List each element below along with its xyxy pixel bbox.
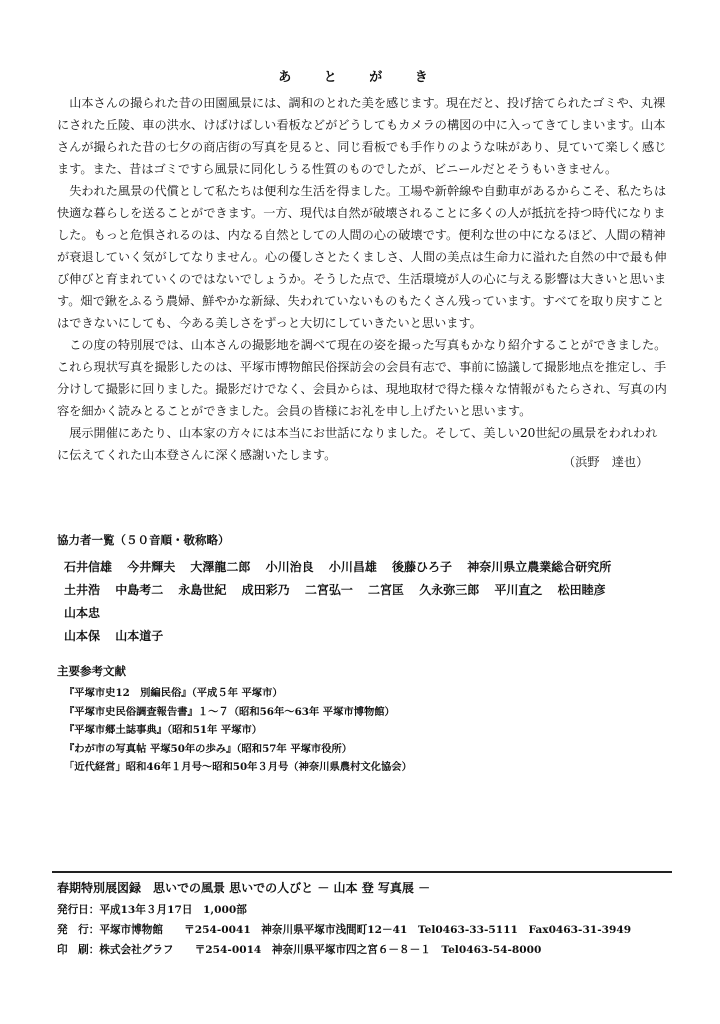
colophon-title: 春期特別展図録 思いでの風景 思いでの人びと － 山本 登 写真展 －: [57, 881, 431, 895]
contributor-name: 成田彩乃: [241, 583, 290, 597]
reference-item: 『わが市の写真帖 平塚50年の歩み』（昭和57年 平塚市役所）: [64, 742, 353, 755]
afterword-paragraph: 展示開催にあたり、山本家の方々には本当にお世話になりました。そして、美しい20世紀の風景をわれわれに伝えてくれた山本登さんに深く感謝いたします。: [57, 426, 658, 462]
contributor-name: 大澤龍二郎: [190, 560, 251, 574]
reference-item: 『平塚市史民俗調査報告書』１～７（昭和56年～63年 平塚市博物館）: [64, 705, 395, 718]
afterword-heading: あ と が き: [278, 70, 442, 85]
reference-item: 『平塚市史12 別編民俗』（平成５年 平塚市）: [64, 687, 283, 699]
contributor-name: 石井信雄: [64, 560, 113, 574]
contributor-name: 山本保: [64, 629, 101, 643]
colophon-divider: [52, 871, 672, 873]
contributor-name: 永島世紀: [178, 583, 227, 597]
colophon-publisher: 発 行：平塚市博物館 〒254-0041 神奈川県平塚市浅間町12－41 Tel0463-33-5111 Fax0463-31-3949: [57, 924, 632, 936]
colophon-printer: 印 刷：株式会社グラフ 〒254-0014 神奈川県平塚市四之宮６－８－１ Tel0463-54-8000: [57, 944, 542, 956]
contributor-name: 久永弥三郎: [419, 583, 480, 597]
colophon-details: [57, 900, 677, 960]
contributor-name: 土井浩: [64, 583, 101, 597]
references-list: [64, 684, 664, 777]
reference-item: 『平塚市郷土誌事典』（昭和51年 平塚市）: [64, 724, 263, 737]
references-title: 主要参考文献: [57, 664, 126, 678]
colophon-issue-date: 発行日：平成13年３月17日 1,000部: [57, 904, 247, 916]
contributor-name: 山本忠: [64, 606, 101, 620]
contributor-name: 後藤ひろ子: [392, 560, 453, 574]
reference-item: 「近代経営」昭和46年１月号～昭和50年３月号（神奈川県農村文化協会）: [64, 761, 412, 774]
afterword-signature: （浜野 達也）: [563, 455, 649, 469]
contributor-name: 小川治良: [265, 560, 314, 574]
afterword-paragraph: 失われた風景の代償として私たちは便利な生活を得ました。工場や新幹線や自動車があるからこそ、私たちは快適な暮らしを送ることができます。一方、現代は自然が破壊されることに多くの人が抵抗を持つ時代になりました。もっと危惧されるのは、内なる自然としての人間の心の破壊です。便利な世の中になるほど、人間の精神が衰退していく気がしてなりません。心の優しさとたくましさ、人間の美点は生命力に溢れた自然の中で最も伸び伸びと育まれていくのではないでしょうか。そうした点で、生活環境が人の心に与える影響は大きいと思います。畑で鍬をふるう農婦、鮮やかな新緑、失われていないものもたくさん残っています。すべてを取り戻すことはできないにしても、今ある美しさをずっと大切にしていきたいと思います。: [57, 184, 667, 330]
contributors-list: [64, 556, 664, 648]
contributor-name: 平川直之: [494, 583, 543, 597]
afterword-paragraph: 山本さんの撮られた昔の田園風景には、調和のとれた美を感じます。現在だと、投げ捨てられたゴミや、丸裸にされた丘陵、車の洪水、けばけばしい看板などがどうしてもカメラの構図の中に入ってきてしまいます。山本さんが撮られた昔の七夕の商店街の写真を見ると、同じ看板でも手作りのような味があり、見ていて楽しく感じます。また、昔はゴミですら風景に同化しうる性質のものでしたが、ビニールだとそうもいきません。: [57, 96, 667, 176]
afterword-paragraph: この度の特別展では、山本さんの撮影地を調べて現在の姿を撮った写真もかなり紹介することができました。これら現状写真を撮影したのは、平塚市博物館民俗探訪会の会員有志で、事前に協議して撮影地点を推定し、手分けして撮影に回りました。撮影だけでなく、会員からは、現地取材で得た様々な情報がもたらされ、写真の内容を細かく読みとることができました。会員の皆様にお礼を申し上げたいと思います。: [57, 338, 667, 418]
contributors-title: 協力者一覧（５０音順・敬称略）: [57, 533, 230, 547]
contributor-name: 二宮匡: [368, 583, 405, 597]
contributor-name: 中島考二: [115, 583, 164, 597]
contributor-name: 小川昌雄: [328, 560, 377, 574]
contributor-name: 山本道子: [115, 629, 164, 643]
contributor-name: 神奈川県立農業総合研究所: [467, 560, 612, 574]
afterword-body: [57, 92, 669, 466]
contributor-name: 今井輝夫: [127, 560, 176, 574]
contributor-name: 二宮弘一: [304, 583, 353, 597]
contributor-name: 松田睦彦: [557, 583, 606, 597]
